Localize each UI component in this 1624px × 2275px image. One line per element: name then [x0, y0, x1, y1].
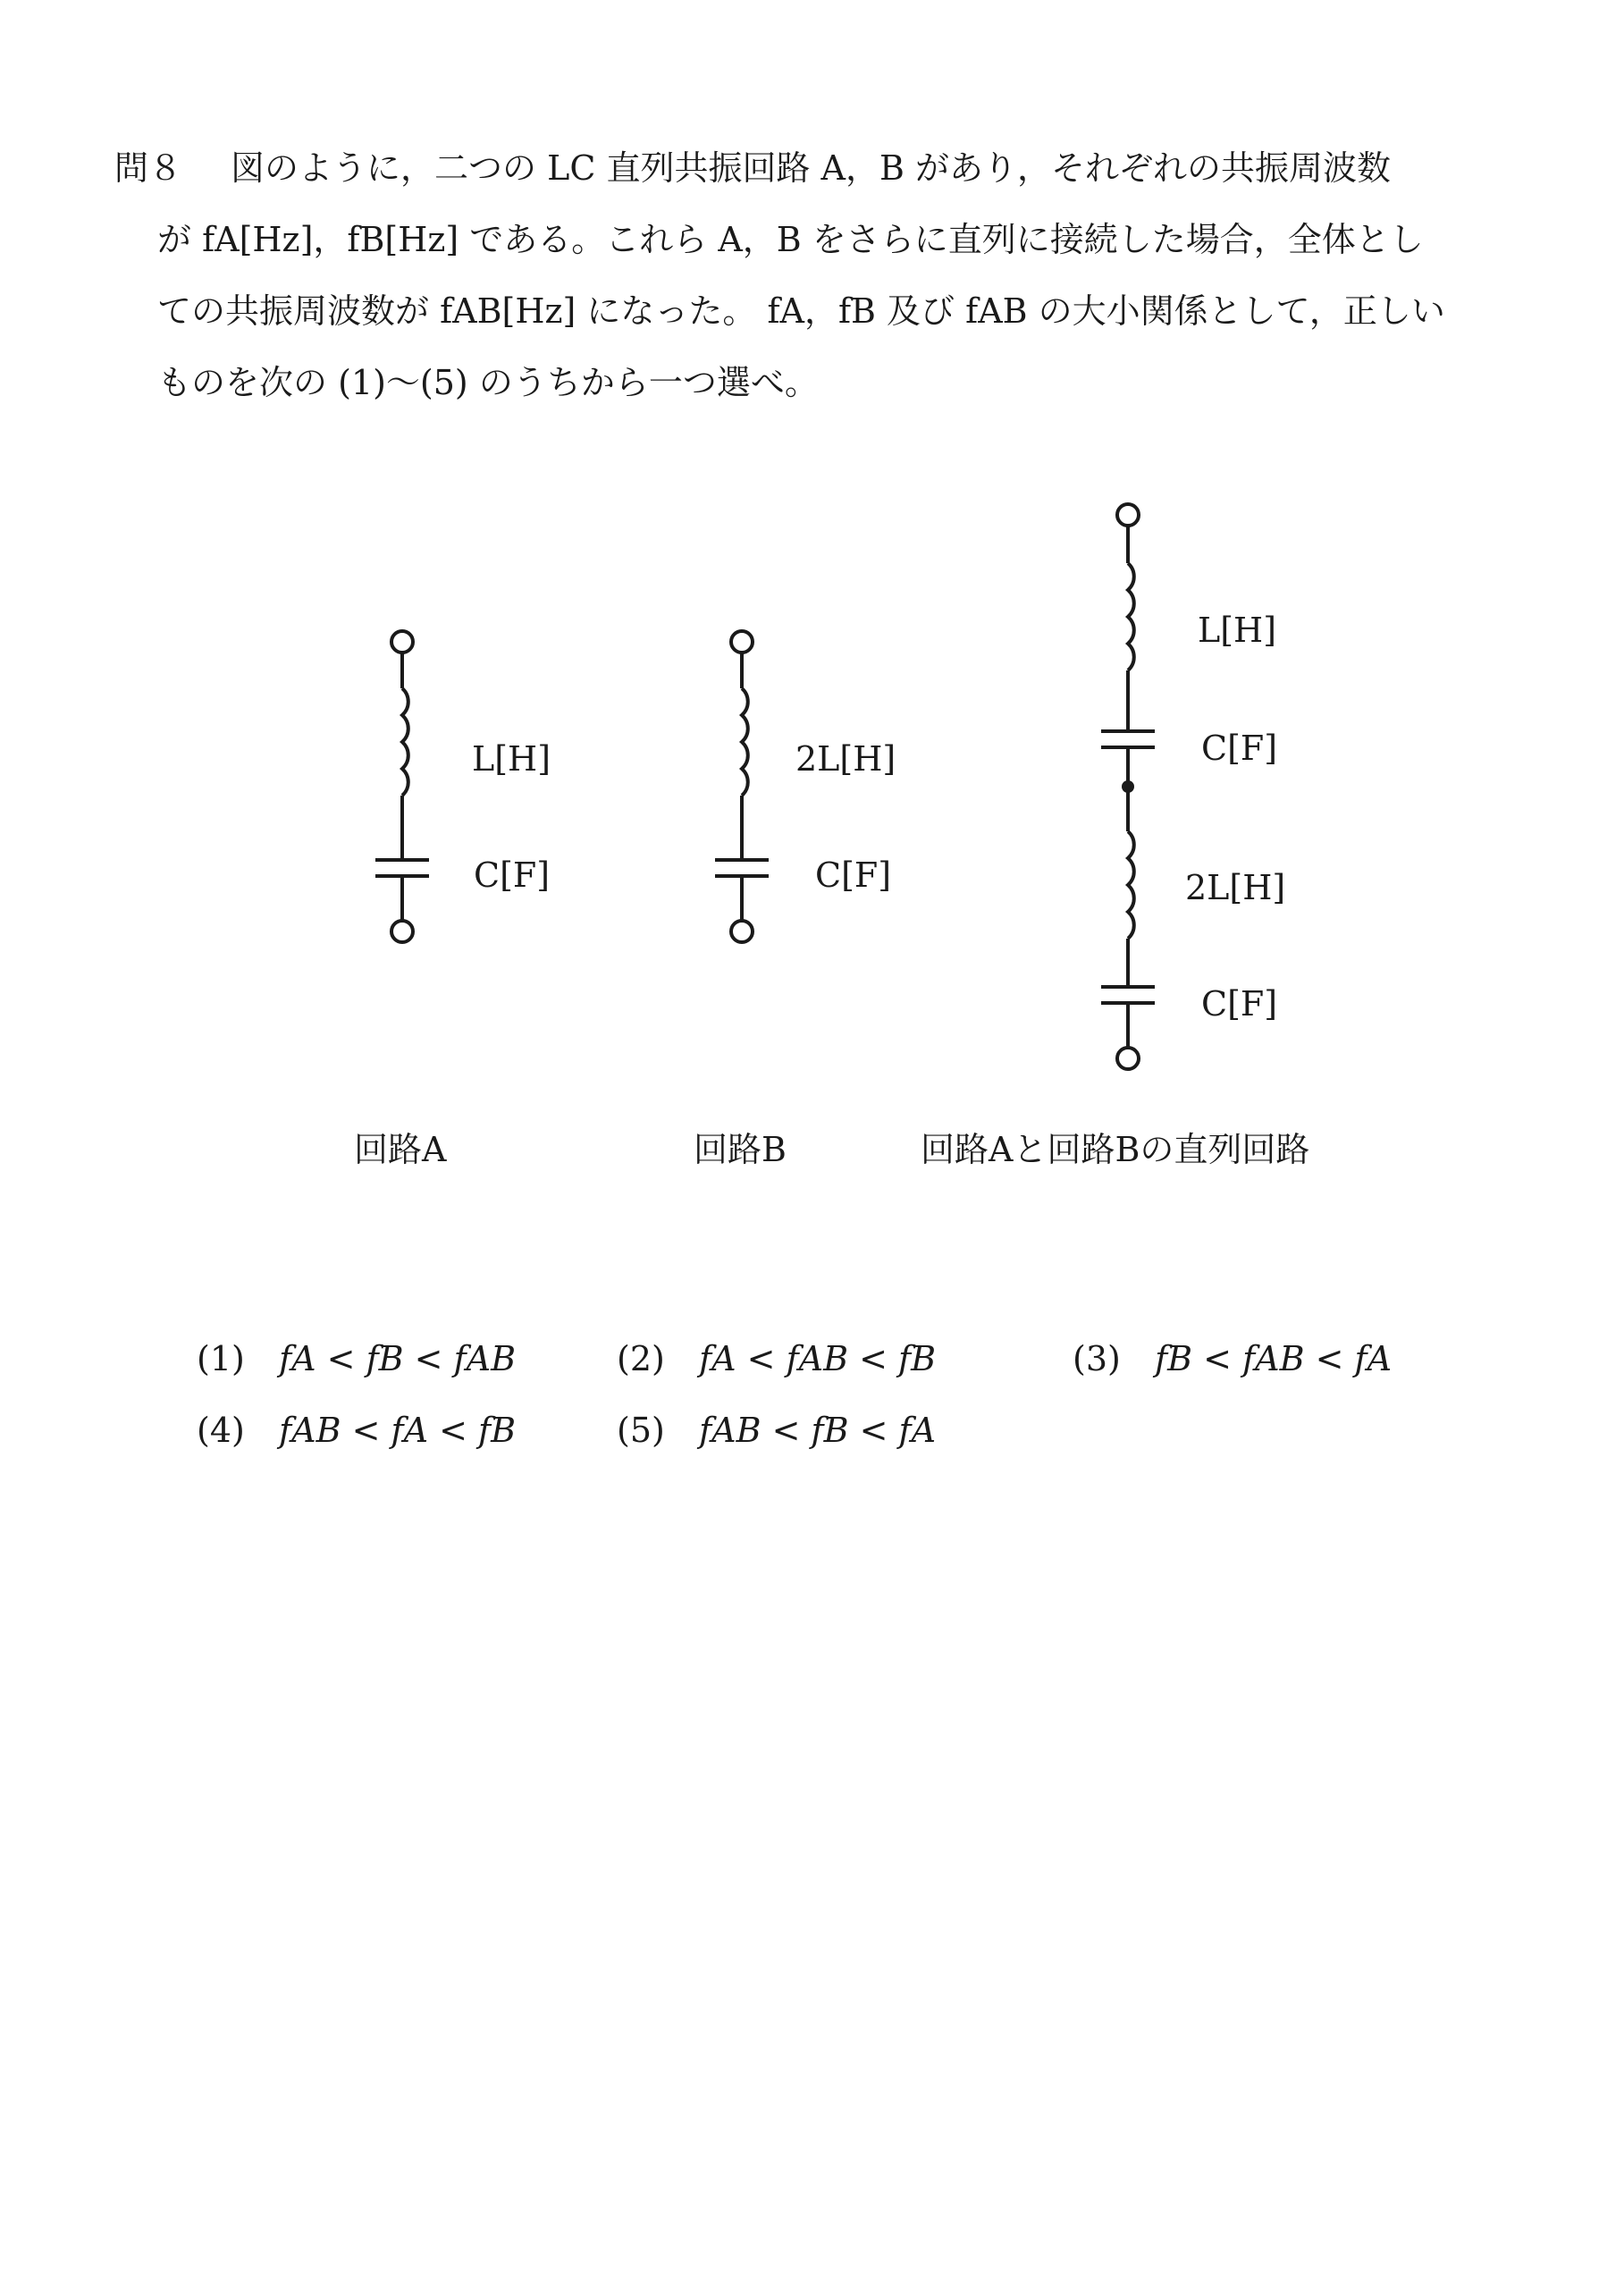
choice-3[interactable]: [1073, 1339, 1392, 1378]
circuit-a-diagram: [375, 631, 429, 942]
choice-5[interactable]: [617, 1411, 936, 1450]
question-line-1: 問８ 図のように，二つの LC 直列共振回路 A，B があり，それぞれの共振周波数: [114, 132, 1544, 204]
circuit-b-caption: 回路B: [694, 1130, 787, 1169]
question-line-4: ものを次の (1)～(5) のうちから一つ選べ。: [157, 363, 819, 402]
circuit-a-capacitor-label: C[F]: [474, 855, 551, 895]
circuit-diagrams: [0, 483, 1624, 1216]
circuit-ab-inductor1-label: L[H]: [1198, 611, 1277, 650]
question-line-2: が fA[Hz]，fB[Hz] である。これら A，B をさらに直列に接続した場合，全体とし: [157, 220, 1424, 259]
circuit-ab-inductor2-label: 2L[H]: [1185, 868, 1286, 907]
choice-number: (3): [1073, 1339, 1121, 1378]
circuit-b-diagram: [715, 631, 769, 942]
choice-number: (2): [617, 1339, 665, 1378]
choice-text: fA < fAB < fB: [699, 1339, 937, 1378]
circuit-ab-caption: 回路Aと回路Bの直列回路: [921, 1130, 1310, 1169]
choice-text: fB < fAB < fA: [1155, 1339, 1393, 1378]
choice-1[interactable]: [197, 1339, 516, 1378]
choice-number: (4): [197, 1411, 245, 1450]
choice-number: (1): [197, 1339, 245, 1378]
circuit-ab-capacitor2-label: C[F]: [1201, 984, 1278, 1024]
circuit-a-inductor-label: L[H]: [472, 739, 551, 779]
choice-number: (5): [617, 1411, 665, 1450]
choice-text: fA < fB < fAB: [279, 1339, 517, 1378]
choice-text: fAB < fA < fB: [279, 1411, 517, 1450]
question-number-inline: 問８: [114, 148, 183, 188]
choice-4[interactable]: [197, 1411, 516, 1450]
question-line-3: ての共振周波数が fAB[Hz] になった。 fA，fB 及び fAB の大小関係として，正しい: [157, 291, 1445, 331]
circuit-a-caption: 回路A: [354, 1130, 447, 1169]
circuit-b-inductor-label: 2L[H]: [795, 739, 896, 779]
question-text: [114, 132, 1544, 418]
circuit-b-capacitor-label: C[F]: [815, 855, 892, 895]
choice-text: fAB < fB < fA: [699, 1411, 937, 1450]
junction-dot: [1122, 780, 1134, 793]
circuit-ab-capacitor1-label: C[F]: [1201, 729, 1278, 768]
choice-2[interactable]: [617, 1339, 936, 1378]
